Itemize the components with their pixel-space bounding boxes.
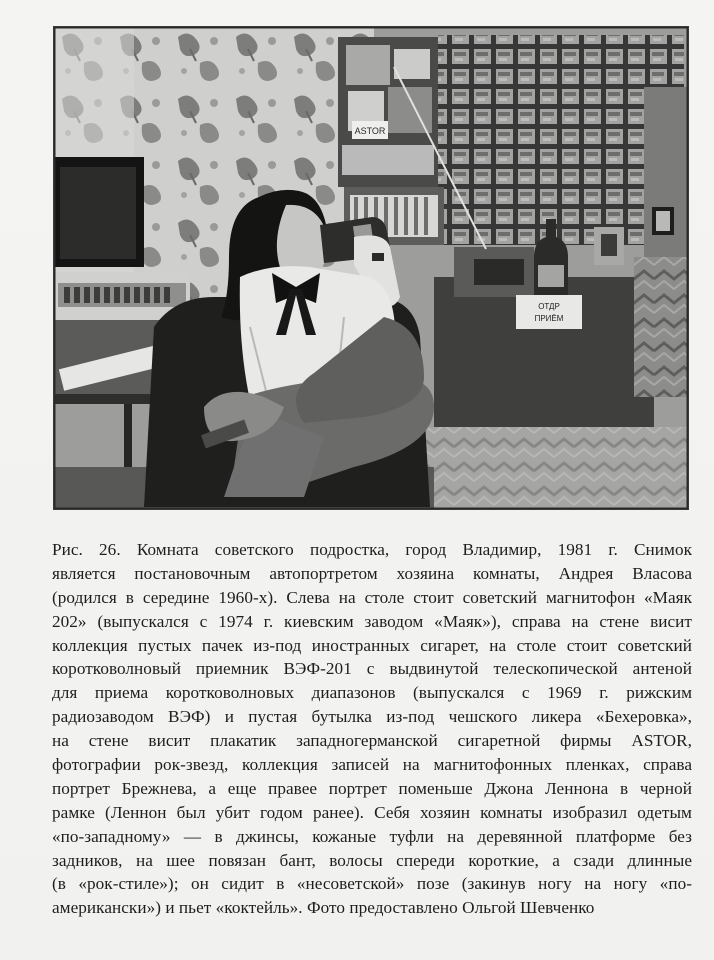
caption-line: «по-западному» — в джинсы, кожаные туфли на деревянной платформе без bbox=[52, 826, 692, 846]
caption-line: задников, на шее повязан бант, волосы спереди короткие, а сзади длинные bbox=[52, 850, 692, 870]
caption-line: коротковолновый приемник ВЭФ-201 с выдвинутой телескопической антеной bbox=[52, 659, 692, 679]
caption-line: (родился в середине 1960-х). Слева на столе стоит советский магнитофон «Маяк bbox=[52, 587, 692, 607]
figure-caption bbox=[52, 538, 692, 920]
caption-line: является постановочным автопортретом хозяина комнаты, Андрея Власова bbox=[52, 563, 692, 583]
caption-line: портрет Брежнева, а еще правее портрет поменьше Джона Леннона в черной bbox=[52, 778, 692, 798]
caption-line: фотографии рок-звезд, коллекция записей на магнитофонных пленках, справа bbox=[52, 755, 692, 775]
caption-line: (в «рок-стиле»); он сидит в «несоветской» позе (закинув ногу на ногу «по- bbox=[52, 874, 692, 894]
caption-line: Рис. 26. Комната советского подростка, город Владимир, 1981 г. Снимок bbox=[52, 540, 692, 559]
caption-line: американски») и пьет «коктейль». Фото предоставлено Ольгой Шевченко bbox=[52, 898, 595, 918]
caption-line: коллекция пустых пачек из-под иностранных сигарет, на столе стоит советский bbox=[52, 635, 692, 655]
astor-poster-text: ASTOR bbox=[354, 126, 386, 136]
caption-line: 202» (выпускался с 1974 г. киевским заводом «Маяк»), справа на стене висит bbox=[52, 611, 692, 631]
caption-line: радиозаводом ВЭФ) и пустая бутылка из-под чешского ликера «Бехеровка», bbox=[52, 707, 692, 727]
caption-line: на стене висит плакатик западногерманской сигаретной фирмы ASTOR, bbox=[52, 731, 692, 751]
caption-line: рамке (Леннон был убит годом ранее). Себя хозяин комнаты изобразил одетым bbox=[52, 802, 692, 822]
room-photograph bbox=[54, 27, 688, 509]
card-text-line1: ОТДР bbox=[538, 302, 560, 311]
caption-line: для приема коротковолновых диапазонов (выпускался с 1969 г. рижским bbox=[52, 683, 692, 703]
card-text-line2: ПРИЁМ bbox=[534, 314, 564, 323]
